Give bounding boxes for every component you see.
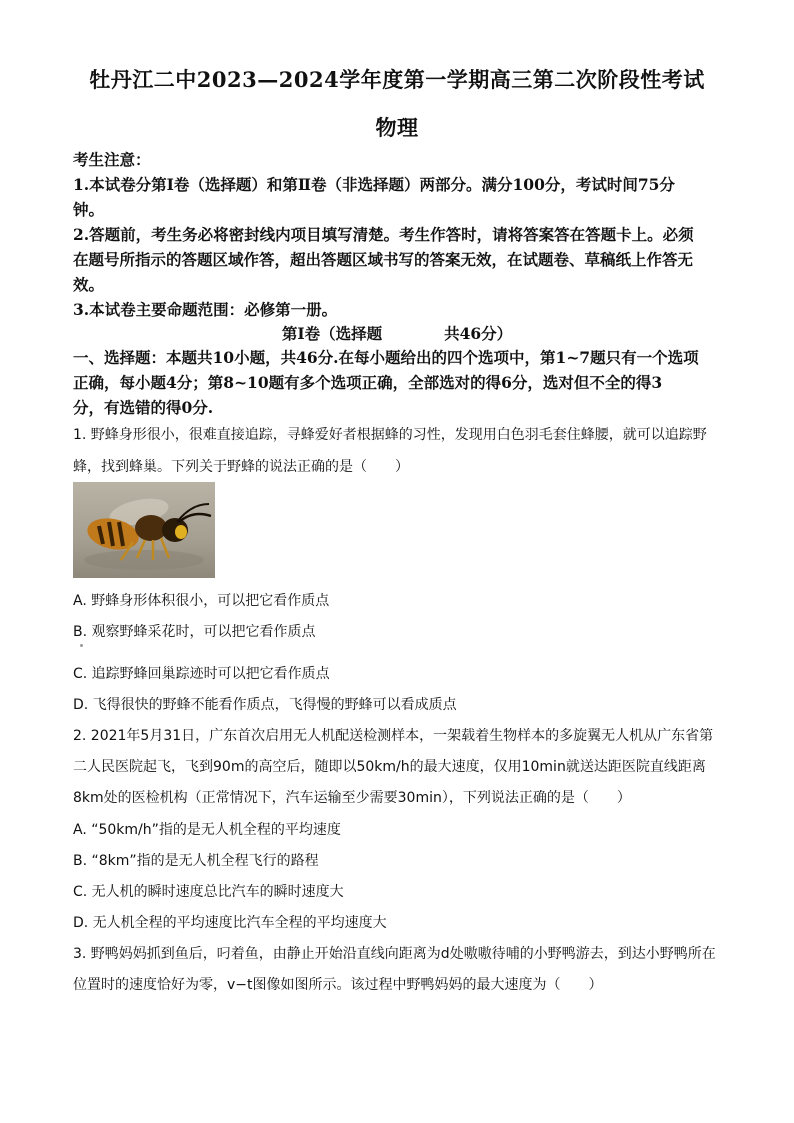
question-2-option-a: A. “50km/h”指的是无人机全程的平均速度 xyxy=(73,822,341,838)
notice-line: 3.本试卷主要命题范围：必修第一册。 xyxy=(73,300,338,319)
subject-title: 物理 xyxy=(375,115,419,140)
question-2-stem: 二人民医院起飞，飞到90m的高空后，随即以50km/h的最大速度，仅用10min就送达距医院直线距离 xyxy=(73,759,706,775)
notice-line: 效。 xyxy=(73,275,105,294)
notice-line: 1.本试卷分第Ⅰ卷（选择题）和第Ⅱ卷（非选择题）两部分。满分100分，考试时间75分 xyxy=(73,175,675,194)
section-instruction: 一、选择题：本题共10小题，共46分.在每小题给出的四个选项中，第1~7题只有一个选项 xyxy=(73,348,699,367)
exam-title: 牡丹江二中2023—2024学年度第一学期高三第二次阶段性考试 xyxy=(89,67,705,92)
question-1-stem: 1. 野蜂身形很小，很难直接追踪，寻蜂爱好者根据蜂的习性，发现用白色羽毛套住蜂腰，就可以追踪野 xyxy=(73,427,707,443)
question-1-option-b: B. 观察野蜂采花时，可以把它看作质点 xyxy=(73,624,316,640)
notice-heading: 考生注意： xyxy=(73,150,151,169)
notice-line: 2.答题前，考生务必将密封线内项目填写清楚。考生作答时，请将答案答在答题卡上。必须 xyxy=(73,225,694,244)
question-2-stem: 8km处的医检机构（正常情况下，汽车运输至少需要30min），下列说法正确的是（ ） xyxy=(73,790,631,806)
question-2-stem: 2. 2021年5月31日，广东首次启用无人机配送检测样本，一架载着生物样本的多旋翼无人机从广东省第 xyxy=(73,728,714,744)
question-1-option-d: D. 飞得很快的野蜂不能看作质点，飞得慢的野蜂可以看成质点 xyxy=(73,697,457,713)
notice-line: 钟。 xyxy=(73,200,105,219)
notice-line: 在题号所指示的答题区域作答，超出答题区域书写的答案无效，在试题卷、草稿纸上作答无 xyxy=(73,250,694,269)
stray-dot xyxy=(80,644,83,647)
section-instruction: 正确，每小题4分；第8~10题有多个选项正确，全部选对的得6分，选对但不全的得3 xyxy=(73,373,663,392)
question-3-stem: 3. 野鸭妈妈抓到鱼后，叼着鱼，由静止开始沿直线向距离为d处嗷嗷待哺的小野鸭游去，到达小野鸭所在 xyxy=(73,946,716,962)
section-instruction: 分，有选错的得0分. xyxy=(73,398,214,417)
question-2-option-b: B. “8km”指的是无人机全程飞行的路程 xyxy=(73,853,319,869)
wasp-photo xyxy=(73,482,215,578)
question-1-stem: 蜂，找到蜂巢。下列关于野蜂的说法正确的是（ ） xyxy=(73,459,409,475)
section-title: 第Ⅰ卷（选择题 共46分） xyxy=(281,324,513,343)
question-2-option-c: C. 无人机的瞬时速度总比汽车的瞬时速度大 xyxy=(73,884,344,900)
question-2-option-d: D. 无人机全程的平均速度比汽车全程的平均速度大 xyxy=(73,915,387,931)
question-1-option-a: A. 野蜂身形体积很小，可以把它看作质点 xyxy=(73,593,330,609)
question-1-option-c: C. 追踪野蜂回巢踪迹时可以把它看作质点 xyxy=(73,666,330,682)
wasp-icon xyxy=(73,482,215,578)
question-3-stem: 位置时的速度恰好为零，v−t图像如图所示。该过程中野鸭妈妈的最大速度为（ ） xyxy=(73,977,603,993)
